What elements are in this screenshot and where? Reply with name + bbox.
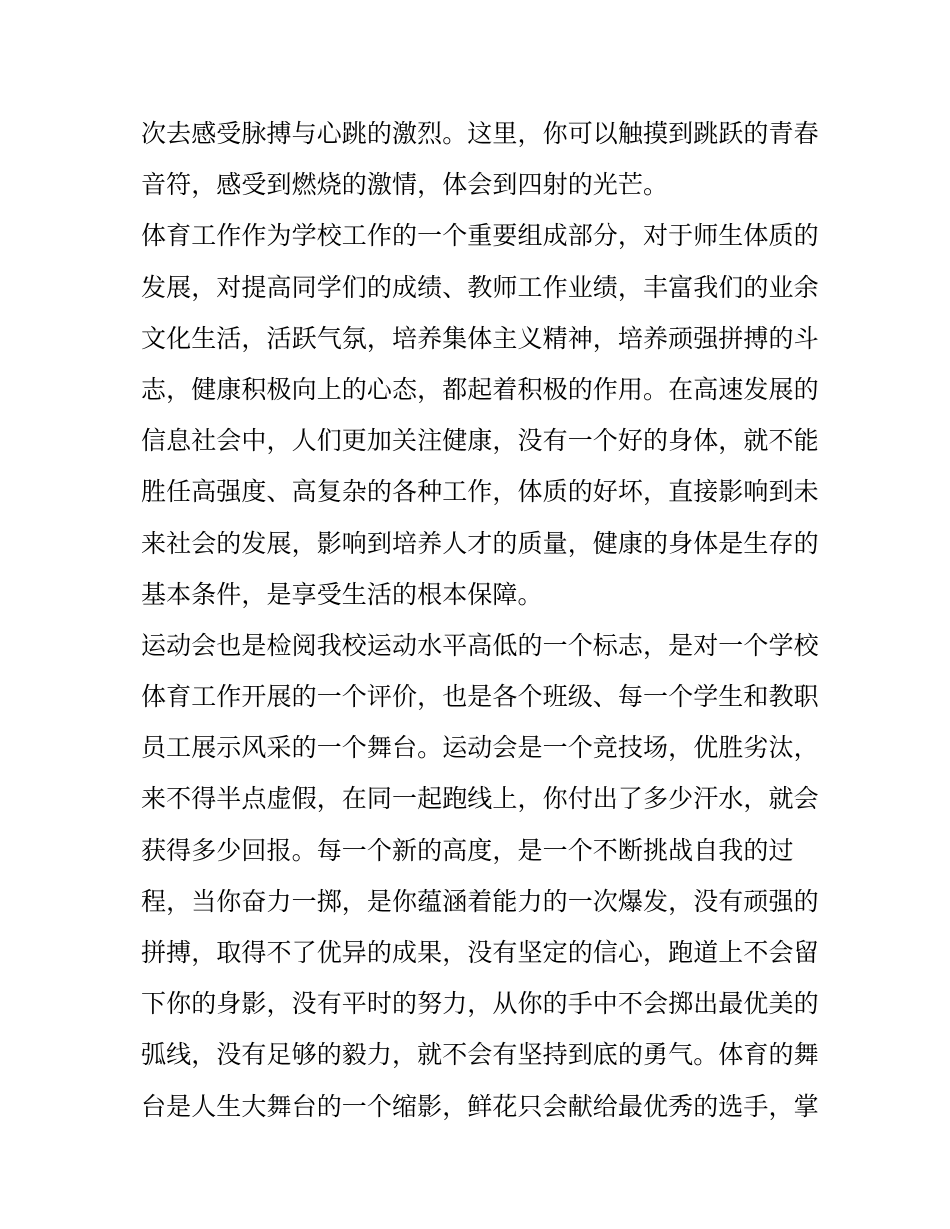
- text-line: 程，当你奋力一掷，是你蕴涵着能力的一次爆发，没有顽强的: [141, 886, 819, 916]
- text-line: 体育工作作为学校工作的一个重要组成部分，对于师生体质的: [141, 221, 819, 251]
- text-line: 来社会的发展，影响到培养人才的质量，健康的身体是生存的: [141, 528, 819, 558]
- text-line: 下你的身影，没有平时的努力，从你的手中不会掷出最优美的: [141, 989, 819, 1019]
- text-line: 音符，感受到燃烧的激情，体会到四射的光芒。: [141, 170, 669, 200]
- text-line: 台是人生大舞台的一个缩影，鲜花只会献给最优秀的选手，掌: [141, 1091, 819, 1121]
- text-line: 获得多少回报。每一个新的高度，是一个不断挑战自我的过: [141, 835, 794, 865]
- text-line: 体育工作开展的一个评价，也是各个班级、每一个学生和教职: [141, 682, 819, 712]
- text-line: 次去感受脉搏与心跳的激烈。这里，你可以触摸到跳跃的青春: [141, 119, 819, 148]
- text-line: 发展，对提高同学们的成绩、教师工作业绩，丰富我们的业余: [141, 272, 819, 302]
- text-line: 弧线，没有足够的毅力，就不会有坚持到底的勇气。体育的舞: [141, 1040, 819, 1070]
- text-line: 拼搏，取得不了优异的成果，没有坚定的信心，跑道上不会留: [141, 938, 819, 967]
- text-line: 文化生活，活跃气氛，培养集体主义精神，培养顽强拼搏的斗: [141, 323, 819, 353]
- text-line: 胜任高强度、高复杂的各种工作，体质的好坏，直接影响到未: [141, 477, 819, 507]
- text-line: 信息社会中，人们更加关注健康，没有一个好的身体，就不能: [141, 426, 819, 456]
- text-line: 基本条件，是享受生活的根本保障。: [141, 579, 543, 609]
- text-line: 运动会也是检阅我校运动水平高低的一个标志，是对一个学校: [141, 630, 819, 660]
- text-line: 来不得半点虚假，在同一起跑线上，你付出了多少汗水，就会: [141, 784, 819, 814]
- body-text: [141, 108, 819, 1132]
- text-line: 员工展示风采的一个舞台。运动会是一个竞技场，优胜劣汰，: [141, 733, 819, 763]
- text-line: 志，健康积极向上的心态，都起着积极的作用。在高速发展的: [141, 374, 819, 404]
